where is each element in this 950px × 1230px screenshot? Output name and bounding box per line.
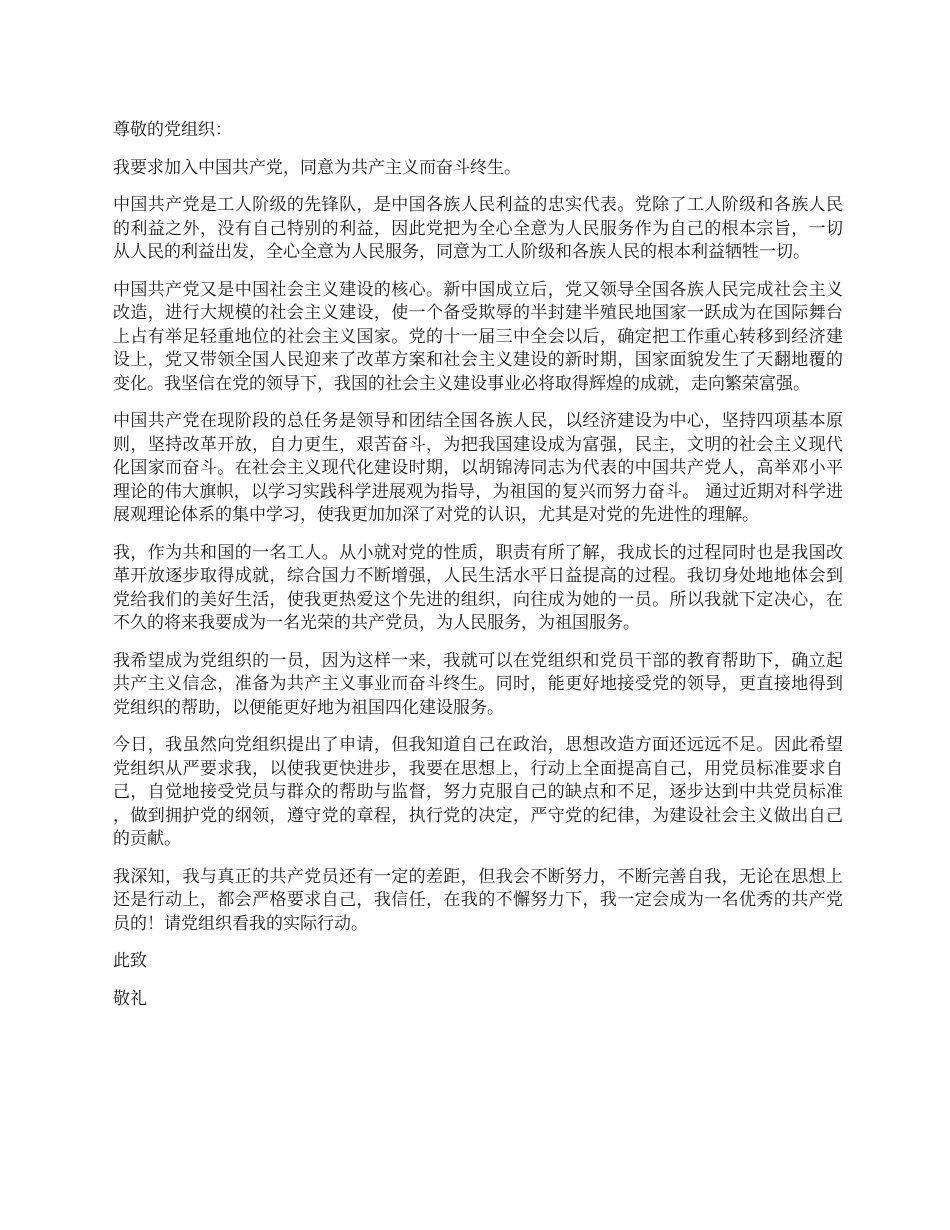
paragraph: 中国共产党是工人阶级的先锋队，是中国各族人民利益的忠实代表。党除了工人阶级和各族人民的利益之外，没有自己特别的利益，因此党把为全心全意为人民服务作为自己的根本宗旨，一切从人民的利益出发，全心全意为人民服务，同意为工人阶级和各族人民的根本利益牺牲一切。 <box>113 195 843 262</box>
salutation: 尊敬的党组织： <box>113 120 232 140</box>
paragraph: 中国共产党又是中国社会主义建设的核心。新中国成立后，党又领导全国各族人民完成社会主义改造，进行大规模的社会主义建设，使一个备受欺辱的半封建半殖民地国家一跃成为在国际舞台上占有举足轻重地位的社会主义国家。党的十一届三中全会以后，确定把工作重心转移到经济建设上，党又带领全国人民迎来了改革方案和社会主义建设的新时期，国家面貌发生了天翻地覆的变化。我坚信在党的领导下，我国的社会主义建设事业必将取得辉煌的成就，走向繁荣富强。 <box>113 279 843 394</box>
paragraph: 我要求加入中国共产党，同意为共产主义而奋斗终生。 <box>113 157 521 178</box>
paragraph: 我，作为共和国的一名工人。从小就对党的性质，职责有所了解，我成长的过程同时也是我国改革开放逐步取得成就，综合国力不断增强，人民生活水平日益提高的过程。我切身处地地体会到党给我们的美好生活，使我更热爱这个先进的组织，向往成为她的一员。所以我就下定决心，在不久的将来我要成为一名光荣的共产党员，为人民服务，为祖国服务。 <box>113 542 843 633</box>
paragraph: 我深知，我与真正的共产党员还有一定的差距，但我会不断努力，不断完善自我，无论在思想上还是行动上，都会严格要求自己，我信任，在我的不懈努力下，我一定会成为一名优秀的共产党员的！请党组织看我的实际行动。 <box>113 866 843 934</box>
closing-respect: 此致 <box>113 951 147 971</box>
letter-body <box>113 119 843 1025</box>
paragraph: 我希望成为党组织的一员，因为这样一来，我就可以在党组织和党员干部的教育帮助下，确立起共产主义信念，准备为共产主义事业而奋斗终生。同时，能更好地接受党的领导，更直接地得到党组织的帮助，以便能更好地为祖国四化建设服务。 <box>113 650 843 718</box>
paragraph: 中国共产党在现阶段的总任务是领导和团结全国各族人民，以经济建设为中心，坚持四项基本原则，坚持改革开放，自力更生，艰苦奋斗，为把我国建设成为富强，民主，文明的社会主义现代化国家而奋斗。在社会主义现代化建设时期，以胡锦涛同志为代表的中国共产党人，高举邓小平理论的伟大旗帜，以学习实践科学进展观为指导，为祖国的复兴而努力奋斗。 通过近期对科学进展观理论体系的集中学习，使我更加加深了对党的认识，尤其是对党的先进性的理解。 <box>113 411 843 525</box>
paragraph: 今日，我虽然向党组织提出了申请，但我知道自己在政治，思想改造方面还远远不足。因此希望党组织从严要求我，以使我更快进步，我要在思想上，行动上全面提高自己，用党员标准要求自己，自觉地接受党员与群众的帮助与监督，努力克服自己的缺点和不足，逐步达到中共党员标准，做到拥护党的纲领，遵守党的章程，执行党的决定，严守党的纪律，为建设社会主义做出自己的贡献。 <box>113 735 843 849</box>
closing-salute: 敬礼 <box>113 988 147 1009</box>
